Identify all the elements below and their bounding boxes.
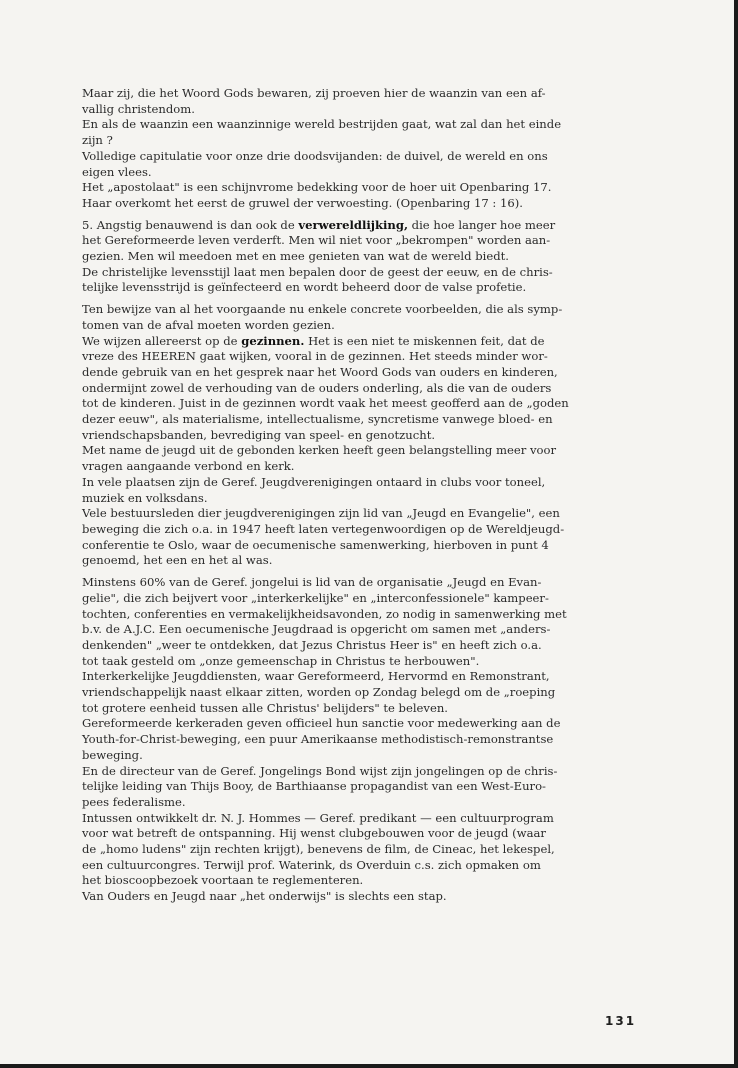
text-line: tochten, conferenties en vermakelijkheidsavonden, zo nodig in samenwerking met	[82, 606, 567, 621]
text-line: Minstens 60% van de Geref. jongelui is lid van de organisatie „Jeugd en Evan-	[82, 575, 542, 590]
text-line: Intussen ontwikkelt dr. N. J. Hommes — Geref. predikant — een cultuurprogram	[82, 810, 554, 825]
text-line: Volledige capitulatie voor onze drie doodsvijanden: de duivel, de wereld en ons	[82, 148, 548, 163]
text-line: telijke levensstrijd is geïnfecteerd en wordt beheerd door de valse profetie.	[82, 280, 527, 295]
text-segment: Het is een niet te miskennen feit, dat de	[304, 333, 545, 348]
text-line: het Gereformeerde leven verderft. Men wil niet voor „bekrompen" worden aan-	[82, 233, 551, 248]
text-line: vreze des HEEREN gaat wijken, vooral in de gezinnen. Het steeds minder wor-	[82, 349, 548, 364]
text-line: Youth-for-Christ-beweging, een puur Amerikaanse methodistisch-remonstrantse	[82, 732, 554, 747]
text-line: muziek en volksdans.	[82, 490, 208, 505]
emphasis-verwereldlijking: verwereldlijking,	[298, 217, 408, 232]
text-segment: 5. Angstig benauwend is dan ook de	[82, 217, 299, 232]
text-line: zijn ?	[82, 133, 113, 148]
text-line: een cultuurcongres. Terwijl prof. Waterink, ds Overduin c.s. zich opmaken om	[82, 857, 541, 872]
text-line	[82, 218, 634, 234]
text-line: Gereformeerde kerkeraden geven officieel hun sanctie voor medewerking aan de	[82, 716, 561, 731]
text-line: vallig christendom.	[82, 101, 195, 116]
text-line: b.v. de A.J.C. Een oecumenische Jeugdraad is opgericht om samen met „anders-	[82, 622, 551, 637]
text-line: In vele plaatsen zijn de Geref. Jeugdverenigingen ontaard in clubs voor toneel,	[82, 474, 546, 489]
text-line: pees federalisme.	[82, 794, 186, 809]
text-line: tot grotere eenheid tussen alle Christus' belijders" te beleven.	[82, 700, 448, 715]
paragraph-3	[82, 302, 634, 569]
text-line: beweging die zich o.a. in 1947 heeft laten vertegenwoordigen op de Wereldjeugd-	[82, 521, 565, 536]
text-line: conferentie te Oslo, waar de oecumenische samenwerking, hierboven in punt 4	[82, 537, 549, 552]
text-line: de „homo ludens" zijn rechten krijgt), benevens de film, de Cineac, het lekespel,	[82, 842, 555, 857]
text-line: Haar overkomt het eerst de gruwel der verwoesting. (Openbaring 17 : 16).	[82, 195, 523, 210]
text-line	[82, 334, 634, 350]
text-line: gezien. Men wil meedoen met en mee genieten van wat de wereld biedt.	[82, 249, 509, 264]
text-line: vragen aangaande verbond en kerk.	[82, 459, 295, 474]
text-line: het bioscoopbezoek voortaan te reglementeren.	[82, 873, 364, 888]
text-line: eigen vlees.	[82, 164, 152, 179]
text-line: telijke leiding van Thijs Booy, de Barthiaanse propagandist van een West-Euro-	[82, 779, 546, 794]
page-number: 131	[605, 1014, 637, 1028]
text-line: denkenden" „weer te ontdekken, dat Jezus Christus Heer is" en heeft zich o.a.	[82, 637, 542, 652]
text-line: Van Ouders en Jeugd naar „het onderwijs" is slechts een stap.	[82, 889, 447, 904]
body-text	[82, 86, 634, 905]
paragraph-4	[82, 575, 634, 905]
text-line: gelie", die zich beijvert voor „interkerkelijke" en „interconfessionele" kampeer-	[82, 590, 549, 605]
text-line: dezer eeuw", als materialisme, intellectualisme, syncretisme vanwege bloed- en	[82, 412, 553, 427]
text-line: beweging.	[82, 747, 143, 762]
text-line: dende gebruik van en het gesprek naar het Woord Gods van ouders en kinderen,	[82, 364, 558, 379]
paragraph-1	[82, 86, 634, 212]
text-line: Maar zij, die het Woord Gods bewaren, zij proeven hier de waanzin van een af-	[82, 86, 546, 100]
text-line: Vele bestuursleden dier jeugdverenigingen zijn lid van „Jeugd en Evangelie", een	[82, 506, 560, 521]
text-line: genoemd, het een en het al was.	[82, 553, 273, 568]
text-line: vriendschappelijk naast elkaar zitten, worden op Zondag belegd om de „roeping	[82, 685, 556, 700]
text-line: Ten bewijze van al het voorgaande nu enkele concrete voorbeelden, die als symp-	[82, 302, 563, 317]
emphasis-gezinnen: gezinnen.	[241, 333, 305, 348]
text-line: voor wat betreft de ontspanning. Hij wenst clubgebouwen voor de jeugd (waar	[82, 826, 546, 841]
text-line: En de directeur van de Geref. Jongelings Bond wijst zijn jongelingen op de chris-	[82, 763, 558, 778]
text-line: Met name de jeugd uit de gebonden kerken heeft geen belangstelling meer voor	[82, 443, 557, 458]
text-line: De christelijke levensstijl laat men bepalen door de geest der eeuw, en de chris-	[82, 264, 553, 279]
text-line: En als de waanzin een waanzinnige wereld bestrijden gaat, wat zal dan het einde	[82, 117, 562, 132]
text-segment: die hoe langer hoe meer	[407, 217, 556, 232]
text-line: tot taak gesteld om „onze gemeenschap in Christus te herbouwen".	[82, 653, 480, 668]
paragraph-2	[82, 218, 634, 297]
text-segment: We wijzen allereerst op de	[82, 333, 242, 348]
text-line: Het „apostolaat" is een schijnvrome bedekking voor de hoer uit Openbaring 17.	[82, 180, 552, 195]
text-line: Interkerkelijke Jeugddiensten, waar Gereformeerd, Hervormd en Remonstrant,	[82, 669, 550, 684]
text-line: ondermijnt zowel de verhouding van de ouders onderling, als die van de ouders	[82, 380, 552, 395]
text-line: vriendschapsbanden, bevrediging van speel- en genotzucht.	[82, 427, 436, 442]
text-line: tomen van de afval moeten worden gezien.	[82, 317, 335, 332]
text-line: tot de kinderen. Juist in de gezinnen wordt vaak het meest geofferd aan de „goden	[82, 396, 569, 411]
